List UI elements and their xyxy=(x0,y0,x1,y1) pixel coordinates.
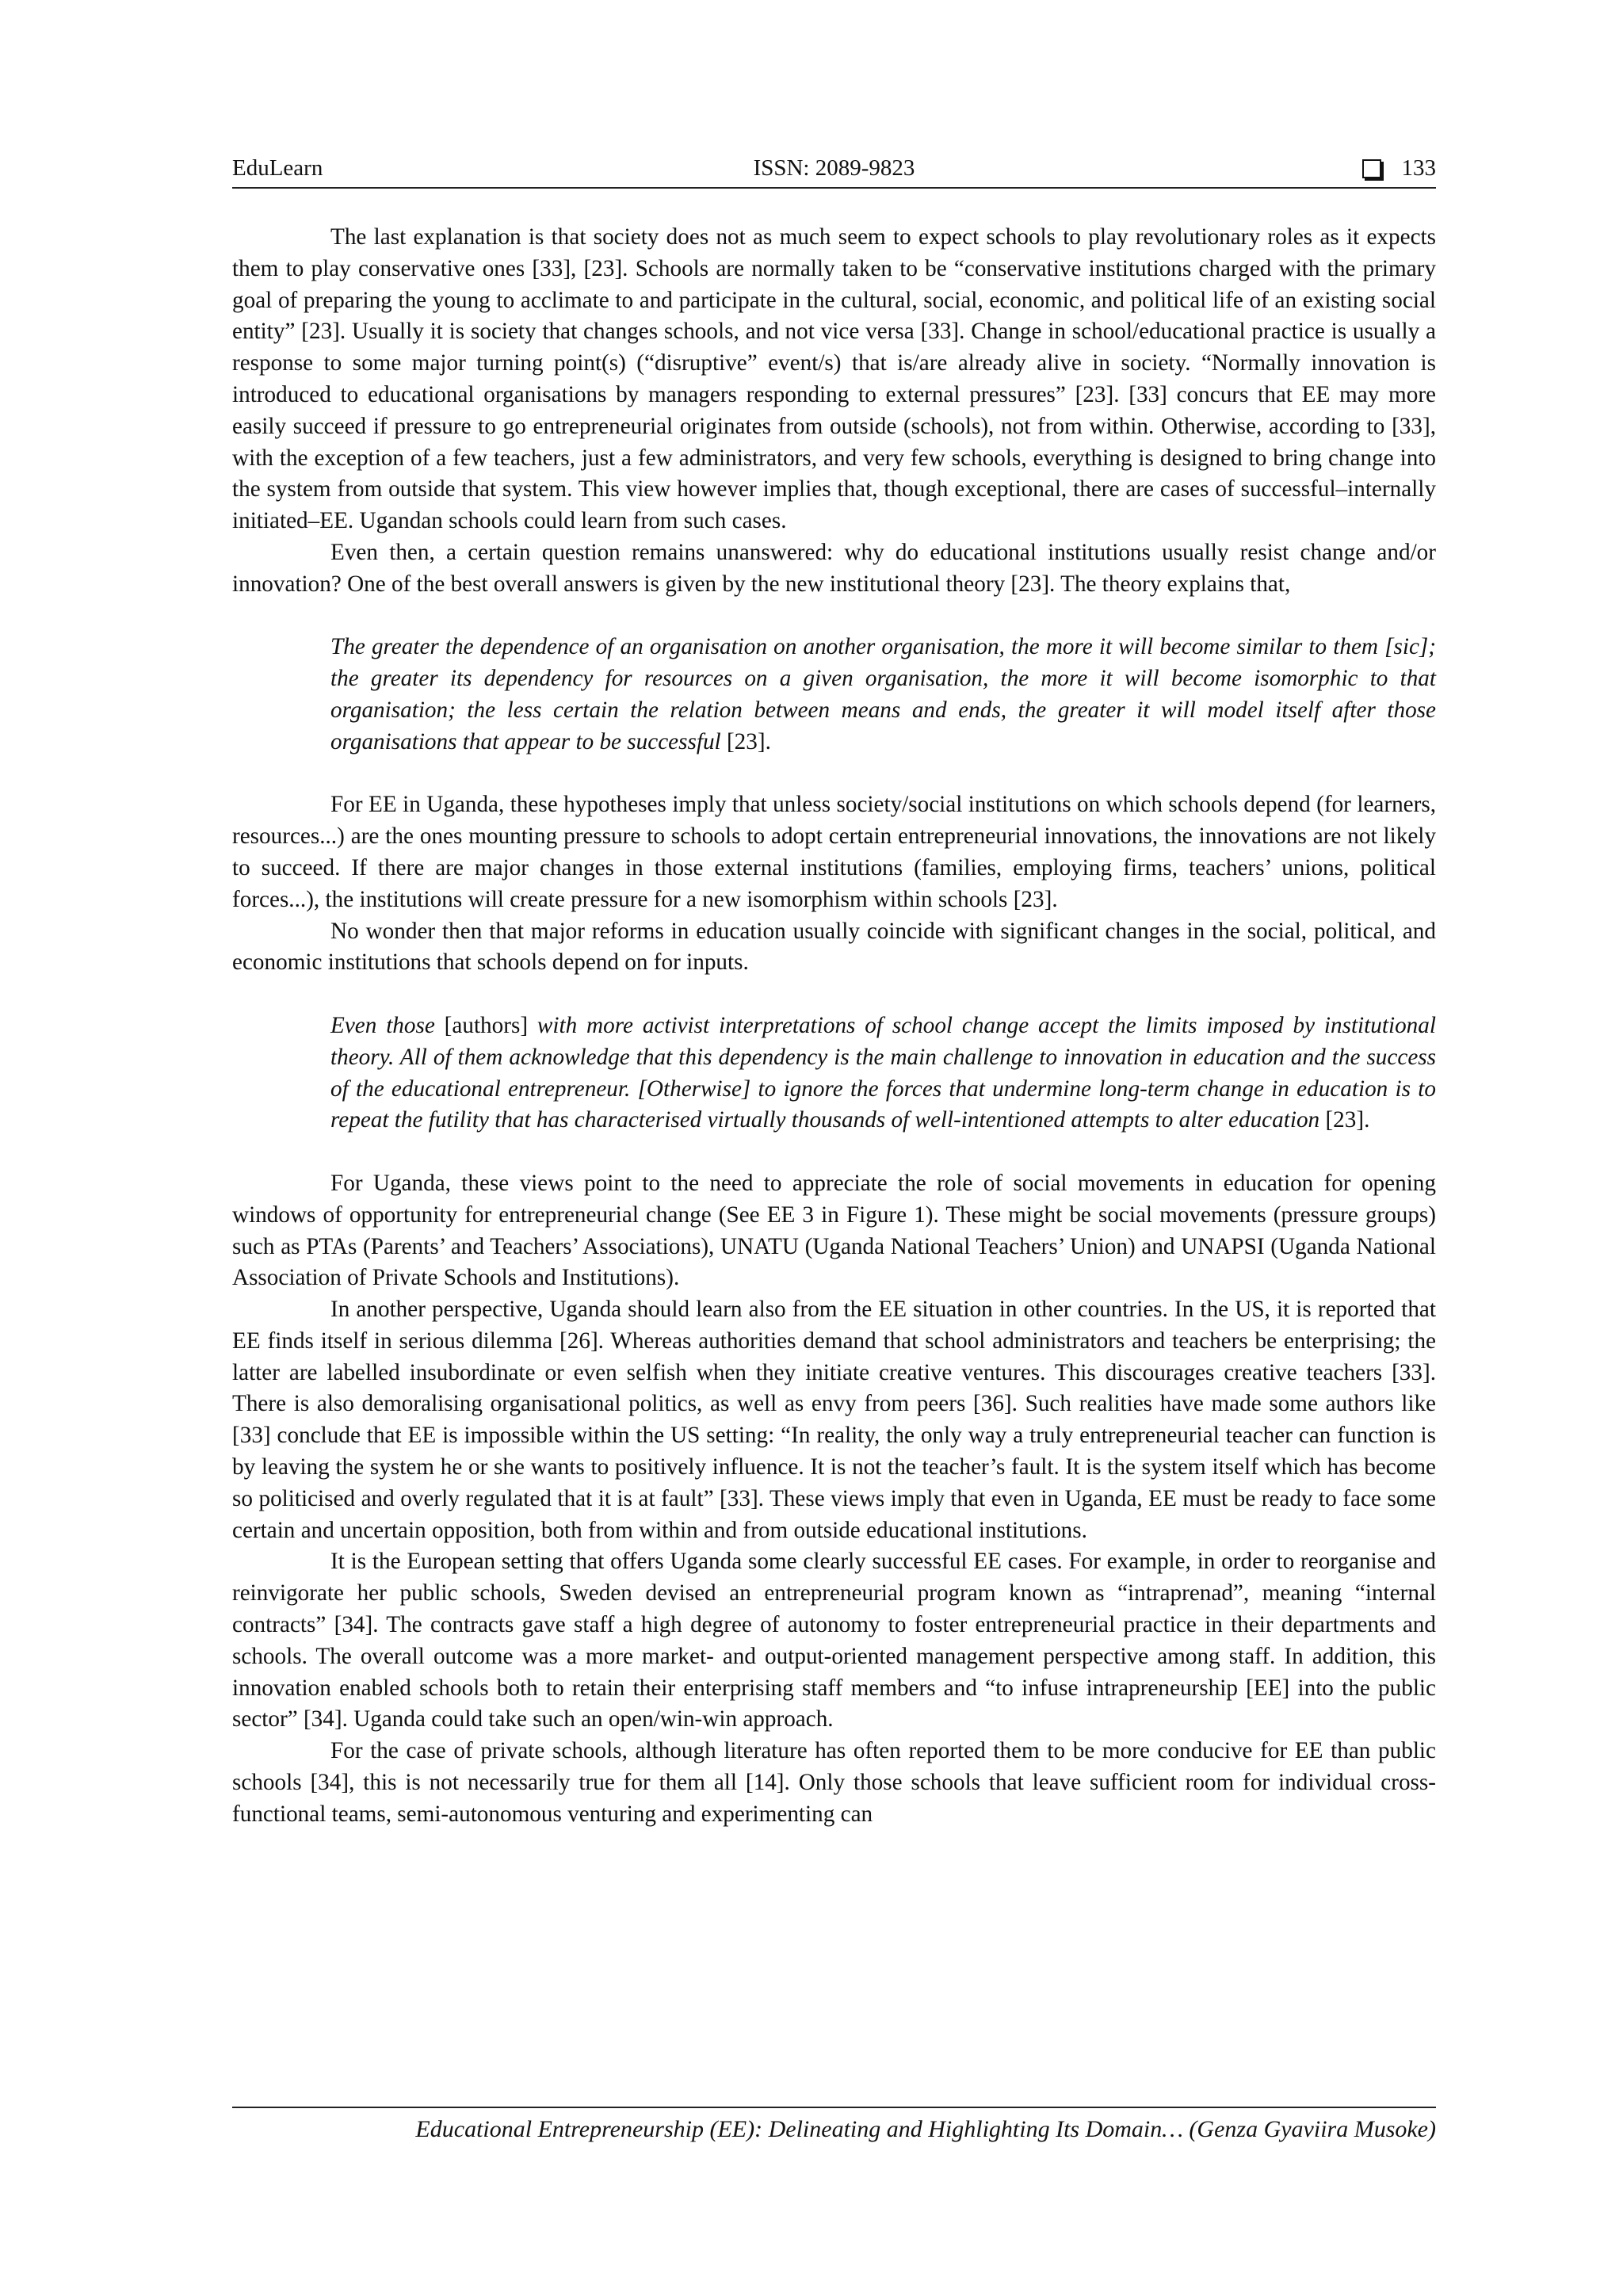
block-quote-institutional-theory xyxy=(330,632,1436,758)
journal-name: EduLearn xyxy=(232,155,323,181)
paragraph-major-reforms: No wonder then that major reforms in education usually coincide with significant changes in the social, political, and economic institutions that schools depend on for inputs. xyxy=(232,918,1436,976)
page-header xyxy=(232,155,1436,189)
paragraph-institutional-role: The last explanation is that society does not as much seem to expect schools to play revolutionary roles as it expects them to play conservative ones [33], [23]. Schools are normally taken to be “conservative institutions charged with the primary goal of preparing the young to acclimate to and participate in the cultural, social, economic, and political life of an existing social entity” [23]. Usually it is society that changes schools, and not vice versa [33]. Change in school/educational practice is usually a response to some major turning point(s) (“disruptive” event/s) that is/are already alive in society. “Normally innovation is introduced to educational organisations by managers responding to external pressures” [23]. [33] concurs that EE may more easily succeed if pressure to go entrepreneurial originates from outside (schools), not from within. Otherwise, according to [33], with the exception of a few teachers, just a few administrators, and very few schools, everything is designed to bring change into the system from outside that system. This view however implies that, though exceptional, there are cases of successful–internally initiated–EE. Ugandan schools could learn from such cases. xyxy=(232,224,1436,534)
paragraph-social-movements: For Uganda, these views point to the need to appreciate the role of social movements in education for opening windows of opportunity for entrepreneurial change (See EE 3 in Figure 1). These might be social movements (pressure groups) such as PTAs (Parents’ and Teachers’ Associations), UNATU (Uganda National Teachers’ Union) and UNAPSI (Uganda National Association of Private Schools and Institutions). xyxy=(232,1170,1436,1291)
quote-citation: [23]. xyxy=(1319,1107,1370,1133)
paragraph-resist-change: Even then, a certain question remains unanswered: why do educational institutions usually resist change and/or innovation? One of the best overall answers is given by the new institutional theory [23]. The theory explains that, xyxy=(232,539,1436,597)
issn-label: ISSN: 2089-9823 xyxy=(753,155,915,181)
quote-insert: [authors] xyxy=(444,1012,529,1038)
paragraph-uganda-hypotheses: For EE in Uganda, these hypotheses imply that unless society/social institutions on which schools depend (for learners, resources...) are the ones mounting pressure to schools to adopt certain entrepreneurial innovations, the innovations are not likely to succeed. If there are major changes in those external institutions (families, employing firms, teachers’ unions, political forces...), the institutions will create pressure for a new isomorphism within schools [23]. xyxy=(232,792,1436,912)
quote-lead: Even those xyxy=(330,1012,445,1038)
page-number: 133 xyxy=(1401,155,1436,181)
quote-text: The greater the dependence of an organisation on another organisation, the more it will become similar to them [sic]; the greater its dependency for resources on a given organisation, the more it will become isomorphic to that organisation; the less certain the relation between means and ends, the greater it will model itself after those organisations that appear to be successful xyxy=(330,634,1436,755)
running-title: Educational Entrepreneurship (EE): Delineating and Highlighting Its Domain… (Genza Gyaviira Musoke) xyxy=(415,2116,1436,2142)
page-footer xyxy=(232,2107,1436,2143)
paragraph-private-schools: For the case of private schools, although literature has often reported them to be more conducive for EE than public schools [34], this is not necessarily true for them all [14]. Only those schools that leave sufficient room for individual cross-functional teams, semi-autonomous venturing and experimenting can xyxy=(232,1738,1436,1827)
block-quote-activist-interpretations xyxy=(330,1010,1436,1137)
quote-text: with more activist interpretations of school change accept the limits imposed by institutional theory. All of them acknowledge that this dependency is the main challenge to innovation in education and the success of the educational entrepreneur. [Otherwise] to ignore the forces that undermine long-term change in education is to repeat the futility that has characterised virtually thousands of well-intentioned attempts to alter education xyxy=(330,1012,1436,1133)
article-body xyxy=(232,222,1436,1831)
checkbox-square-icon xyxy=(1362,159,1381,178)
paragraph-us-dilemma: In another perspective, Uganda should learn also from the EE situation in other countries. In the US, it is reported that EE finds itself in serious dilemma [26]. Whereas authorities demand that school administrators and teachers be enterprising; the latter are labelled insubordinate or even selfish when they initiate creative ventures. This discourages creative teachers [33]. There is also demoralising organisational politics, as well as envy from peers [36]. Such realities have made some authors like [33] conclude that EE is impossible within the US setting: “In reality, the only way a truly entrepreneurial teacher can function is by leaving the system he or she wants to positively influence. It is not the teacher’s fault. It is the system itself which has become so politicised and overly regulated that it is at fault” [33]. These views imply that even in Uganda, EE must be ready to face some certain and uncertain opposition, both from within and from outside educational institutions. xyxy=(232,1297,1436,1543)
paragraph-european-setting: It is the European setting that offers Uganda some clearly successful EE cases. For example, in order to reorganise and reinvigorate her public schools, Sweden devised an entrepreneurial program known as “intraprenad”, meaning “internal contracts” [34]. The contracts gave staff a high degree of autonomy to foster entrepreneurial practice in their departments and schools. The overall outcome was a more market- and output-oriented management perspective among staff. In addition, this innovation enabled schools both to retain their enterprising staff members and “to infuse intrapreneurship [EE] into the public sector” [34]. Uganda could take such an open/win-win approach. xyxy=(232,1549,1436,1733)
quote-citation: [23]. xyxy=(720,728,771,755)
